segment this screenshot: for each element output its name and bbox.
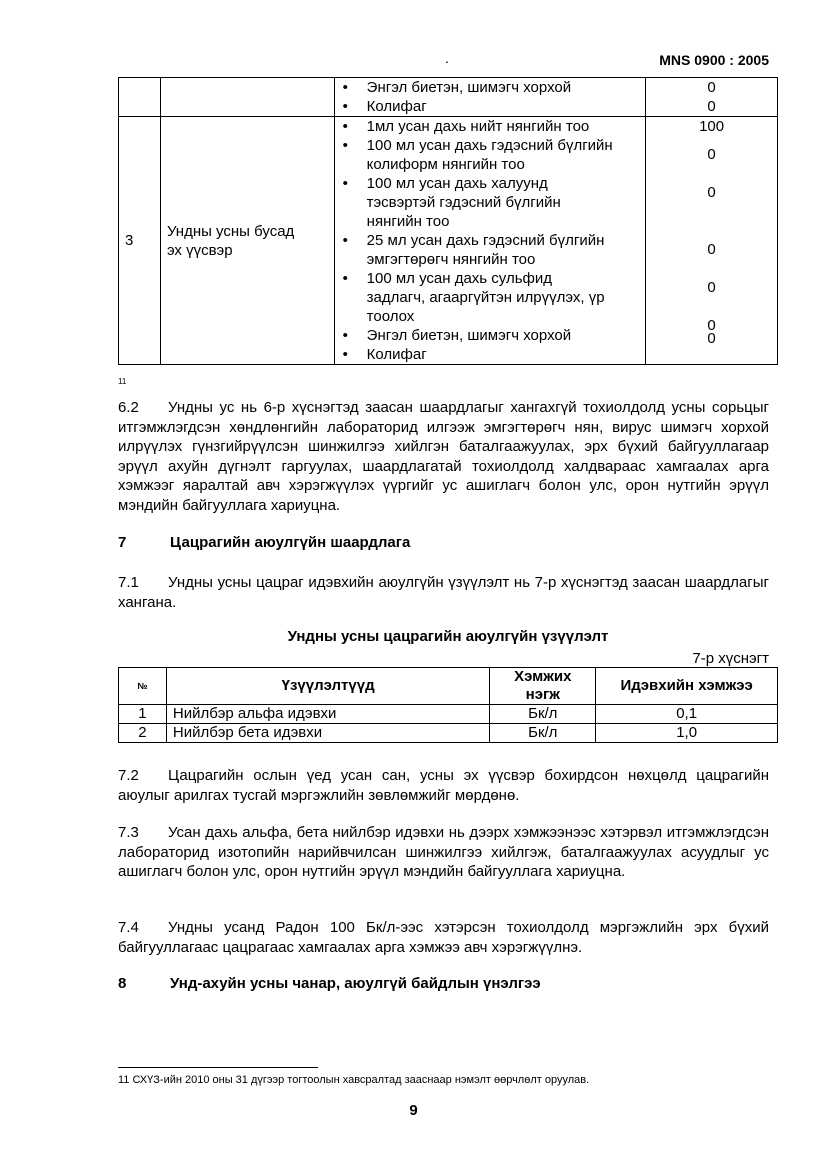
value: 0 bbox=[707, 279, 716, 296]
list-item: • Колифаг bbox=[367, 345, 640, 364]
standard-code: MNS 0900 : 2005 bbox=[659, 52, 769, 68]
list-item: • Колифаг bbox=[367, 97, 640, 116]
section-7-heading: 7 Цацрагийн аюулгүйн шаардлага bbox=[118, 534, 411, 551]
table-label: 7-р хүснэгт bbox=[692, 650, 769, 667]
paragraph-7-4: 7.4 Ундны усанд Радон 100 Бк/л-ээс хэтэрсэн тохиолдолд мэргэжлийн эрх бүхий байгууллагаас цацрагаас хамгаалах арга хэмжээ авч хэрэгжүүлнэ. bbox=[118, 919, 769, 956]
table-row: 2 Нийлбэр бета идэвхи Бк/л 1,0 bbox=[119, 724, 778, 743]
list-item: • 100 мл усан дахь халуунд тэсвэртэй гэдэсний бүлгийн нянгийн тоо bbox=[367, 174, 640, 231]
indicator-list bbox=[334, 78, 646, 117]
value: 0 bbox=[707, 79, 716, 96]
value-cell bbox=[646, 117, 778, 365]
list-item: • 25 мл усан дахь гэдэсний бүлгийн эмгэгтөрөгч нянгийн тоо bbox=[367, 231, 640, 269]
list-item: • 1мл усан дахь нийт нянгийн тоо bbox=[367, 117, 640, 136]
list-item: • Энгэл биетэн, шимэгч хорхой bbox=[367, 78, 640, 97]
col-header-unit: Хэмжих нэгж bbox=[490, 668, 596, 705]
value: 0 bbox=[707, 98, 716, 115]
list-item: • Энгэл биетэн, шимэгч хорхой bbox=[367, 326, 640, 345]
header-dot: . bbox=[445, 50, 449, 66]
col-header-level: Идэвхийн хэмжээ bbox=[596, 668, 778, 705]
value: 0 bbox=[707, 146, 716, 163]
microbiology-table bbox=[118, 77, 778, 365]
value: 0 bbox=[707, 330, 716, 347]
table-row: 1 Нийлбэр альфа идэвхи Бк/л 0,1 bbox=[119, 705, 778, 724]
indicator-list bbox=[334, 117, 646, 365]
table-row bbox=[119, 78, 778, 117]
footnote-text: 11 СХҮЗ-ийн 2010 оны 31 дүгээр тогтоолын хавсралтад зааснаар нэмэлт өөрчлөлт оруулав. bbox=[118, 1074, 590, 1086]
list-item: • 100 мл усан дахь сульфид задлагч, агааргүйтэн илрүүлэх, үр тоолох bbox=[367, 269, 640, 326]
paragraph-7-3: 7.3 Усан дахь альфа, бета нийлбэр идэвхи нь дээрх хэмжээнээс хэтэрвэл итгэмжлэгдсэн лабораторид изотопийн нарийвчилсан шинжилгээ хийлгэж, баталгаажуулах асуудлыг ус ашиглагч болон улс, орон нутгийн эрүүл мэндийн байгууллага хариуцна. bbox=[118, 824, 769, 880]
table-row bbox=[119, 117, 778, 365]
radiation-table bbox=[118, 667, 778, 743]
value: 0 bbox=[707, 317, 716, 334]
table-header-row bbox=[119, 668, 778, 705]
value: 100 bbox=[699, 118, 725, 135]
value-cell bbox=[646, 78, 778, 117]
paragraph-7-1: 7.1 Ундны усны цацраг идэвхийн аюулгүйн үзүүлэлт нь 7-р хүснэгтэд заасан шаардлагыг хангана. bbox=[118, 574, 769, 611]
table-caption: Ундны усны цацрагийн аюулгүйн үзүүлэлт bbox=[287, 628, 609, 645]
paragraph-7-2: 7.2 Цацрагийн ослын үед усан сан, усны эх үүсвэр бохирдсон нөхцөлд цацрагийн аюулыг арилгах тусгай мэргэжлийн зөвлөмжийг мөрдөнө. bbox=[118, 767, 769, 804]
page-number: 9 bbox=[409, 1102, 418, 1119]
row-number: 3 bbox=[119, 117, 161, 365]
value: 0 bbox=[707, 241, 716, 258]
footnote-divider bbox=[118, 1067, 318, 1068]
section-8-heading: 8 Унд-ахуйн усны чанар, аюулгүй байдлын үнэлгээ bbox=[118, 975, 541, 992]
col-header-indicator: Үзүүлэлтүүд bbox=[166, 668, 489, 705]
value: 0 bbox=[707, 184, 716, 201]
footnote-marker: 11 bbox=[118, 377, 127, 386]
list-item: • 100 мл усан дахь гэдэсний бүлгийн колиформ нянгийн тоо bbox=[367, 136, 640, 174]
paragraph-6-2: 6.2 Ундны ус нь 6-р хүснэгтэд заасан шаардлагыг хангахгүй тохиолдолд усны сорьцыг итгэмжлэгдсэн хөндлөнгийн лабораторид илгээж эмгэгтөрөгч нян, вирус шимэгч хорхой илрүүлэх гүнзгийрүүлсэн шинжилгээ хийлгэн баталгаажуулах, эрх бүхий байгууллагаар эрүүл ахуйн дүгнэлт гаргуулах, шаардлагатай тохиолдолд халдвараас хамгаалах арга хэмжээг яаралтай авч хэрэгжүүлэх үүргийг ус ашиглагч болон улс, орон нутгийн эрүүл мэндийн байгууллага хариуцна. bbox=[118, 399, 769, 514]
col-header-num: № bbox=[119, 668, 167, 705]
water-source: Ундны усны бусад эх үүсвэр bbox=[160, 117, 334, 365]
